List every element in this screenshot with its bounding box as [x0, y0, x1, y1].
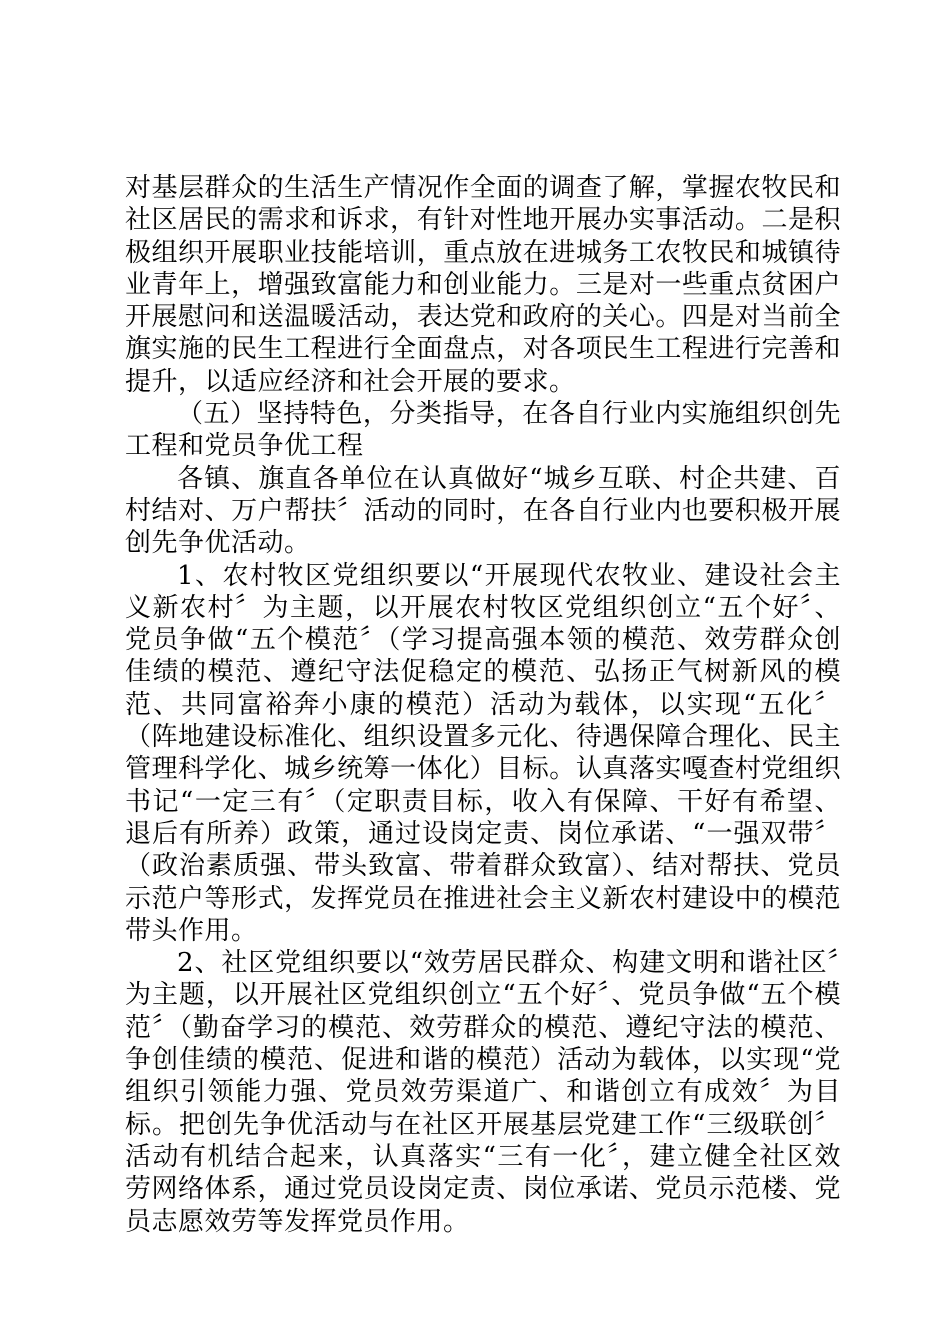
paragraph-continuation: 对基层群众的生活生产情况作全面的调查了解，掌握农牧民和社区居民的需求和诉求，有针对性地开展办实事活动。二是积极组织开展职业技能培训，重点放在进城务工农牧民和城镇待业青年上，增强致富能力和创业能力。三是对一些重点贫困户开展慰问和送温暖活动，表达党和政府的关心。四是对当前全旗实施的民生工程进行全面盘点，对各项民生工程进行完善和提升，以适应经济和社会开展的要求。 [125, 173, 841, 397]
paragraph: 各镇、旗直各单位在认真做好“城乡互联、村企共建、百村结对、万户帮扶〞活动的同时，在各自行业内也要积极开展创先争优活动。 [125, 463, 841, 559]
section-heading: （五）坚持特色，分类指导，在各自行业内实施组织创先工程和党员争优工程 [125, 399, 841, 462]
paragraph-item-1: 1、农村牧区党组织要以“开展现代农牧业、建设社会主义新农村〞为主题，以开展农村牧区党组织创立“五个好〞、党员争做“五个模范〞（学习提高强本领的模范、效劳群众创佳绩的模范、遵纪守法促稳定的模范、弘扬正气树新风的模范、共同富裕奔小康的模范）活动为载体，以实现“五化〞（阵地建设标准化、组织设置多元化、待遇保障合理化、民主管理科学化、城乡统筹一体化）目标。认真落实嘎查村党组织书记“一定三有〞（定职责目标，收入有保障、干好有希望、退后有所养）政策，通过设岗定责、岗位承诺、“一强双带〞（政治素质强、带头致富、带着群众致富）、结对帮扶、党员示范户等形式，发挥党员在推进社会主义新农村建设中的模范带头作用。 [125, 560, 841, 946]
body-text [125, 172, 841, 1238]
paragraph-item-2: 2、社区党组织要以“效劳居民群众、构建文明和谐社区〞为主题，以开展社区党组织创立“五个好〞、党员争做“五个模范〞（勤奋学习的模范、效劳群众的模范、遵纪守法的模范、争创佳绩的模范、促进和谐的模范）活动为载体，以实现“党组织引领能力强、党员效劳渠道广、和谐创立有成效〞为目标。把创先争优活动与在社区开展基层党建工作“三级联创〞活动有机结合起来，认真落实“三有一化〞，建立健全社区效劳网络体系，通过党员设岗定责、岗位承诺、党员示范楼、党员志愿效劳等发挥党员作用。 [125, 948, 841, 1237]
